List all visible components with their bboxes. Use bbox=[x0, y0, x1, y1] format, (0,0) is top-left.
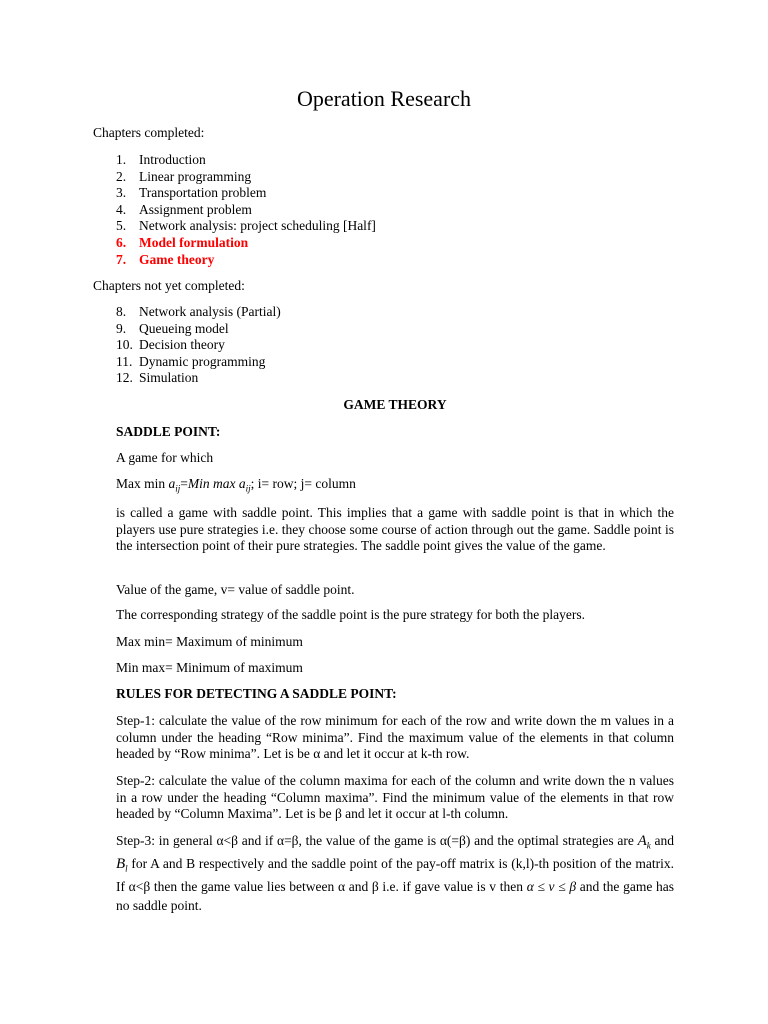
chapter-title: Simulation bbox=[139, 370, 199, 386]
section-heading: GAME THEORY bbox=[343, 397, 447, 412]
chapter-title: Linear programming bbox=[139, 168, 252, 184]
chapter-item bbox=[116, 169, 376, 186]
chapter-item bbox=[116, 304, 281, 321]
page-title: Operation Research bbox=[296, 86, 472, 111]
chapter-number: 1. bbox=[116, 152, 127, 167]
strategy-line: The corresponding strategy of the saddle point is the pure strategy for both the players. bbox=[116, 607, 585, 622]
value-of-game-line: Value of the game, v= value of saddle point. bbox=[116, 582, 355, 597]
chapter-item bbox=[116, 337, 281, 354]
chapter-title: Decision theory bbox=[139, 337, 225, 353]
chapter-item bbox=[116, 202, 376, 219]
chapter-title: Network analysis (Partial) bbox=[139, 304, 281, 319]
maxmin-line: Max min= Maximum of minimum bbox=[116, 634, 303, 649]
completed-chapters-list bbox=[116, 152, 376, 268]
saddle-point-heading: SADDLE POINT: bbox=[116, 424, 221, 439]
chapter-number: 8. bbox=[116, 304, 127, 319]
rules-heading: RULES FOR DETECTING A SADDLE POINT: bbox=[116, 686, 397, 701]
chapter-item bbox=[116, 185, 376, 202]
chapter-number: 4. bbox=[116, 201, 127, 217]
chapter-item bbox=[116, 152, 376, 169]
step-1-paragraph: Step-1: calculate the value of the row minimum for each of the row and write down the m values in a column under the heading “Row minima”. Find the maximum value of the elements in that column headed by “Row minima”. Let is be α and let it occur at k-th row. bbox=[116, 713, 674, 762]
chapter-number: 11. bbox=[116, 353, 133, 369]
chapter-item bbox=[116, 218, 376, 235]
chapters-not-completed-label: Chapters not yet completed: bbox=[93, 278, 245, 293]
chapter-number: 2. bbox=[116, 168, 127, 184]
saddle-paragraph: is called a game with saddle point. This implies that a game with saddle point is that in which the players use pure strategies i.e. they choose some course of action through out the game. Saddle point is the intersection point of their pure strategies. The saddle point gives the value of the game. bbox=[116, 505, 674, 554]
chapter-title: Assignment problem bbox=[139, 201, 252, 217]
chapter-item bbox=[116, 354, 281, 371]
step-2-paragraph: Step-2: calculate the value of the column maxima for each of the column and write down the n values in a row under the heading “Column maxima”. Find the minimum value of the elements in that row headed by “Column Maxima”. Let is be β and let it occur at l-th column. bbox=[116, 773, 674, 822]
game-intro: A game for which bbox=[116, 450, 214, 465]
chapter-item bbox=[116, 370, 281, 387]
chapter-number: 5. bbox=[116, 218, 127, 234]
chapter-title: Introduction bbox=[139, 152, 206, 167]
chapter-title: Queueing model bbox=[139, 320, 229, 336]
chapter-number: 6. bbox=[116, 234, 127, 250]
step-3-paragraph: Step-3: in general α<β and if α=β, the value of the game is α(=β) and the optimal strategies are $A_k$ and $B_l$ for A and B respectively and the saddle point of the pay-off matrix is (k,l)-th position of the matrix. If α<β then the game value lies between α and β i.e. if gave value is v then α ≤ v ≤ β and the game has no saddle point. bbox=[116, 833, 674, 913]
chapter-item bbox=[116, 252, 376, 269]
chapter-number: 10. bbox=[116, 337, 133, 353]
minmax-line: Min max= Minimum of maximum bbox=[116, 660, 303, 675]
chapter-title: Model formulation bbox=[139, 234, 249, 250]
chapter-number: 9. bbox=[116, 320, 127, 336]
saddle-formula: Max $\min a_{ij}=Min$ $\max a_{ij}$; i= row; j= column bbox=[116, 476, 356, 494]
chapter-title: Transportation problem bbox=[139, 185, 267, 201]
chapter-title: Network analysis: project scheduling [Half] bbox=[139, 218, 376, 234]
chapter-title: Dynamic programming bbox=[139, 353, 266, 369]
chapter-number: 12. bbox=[116, 370, 133, 386]
chapter-item bbox=[116, 321, 281, 338]
chapter-item bbox=[116, 235, 376, 252]
chapter-number: 7. bbox=[116, 251, 127, 267]
chapters-completed-label: Chapters completed: bbox=[93, 125, 205, 140]
chapter-title: Game theory bbox=[139, 251, 215, 267]
chapter-number: 3. bbox=[116, 185, 127, 201]
not-completed-chapters-list bbox=[116, 304, 281, 387]
